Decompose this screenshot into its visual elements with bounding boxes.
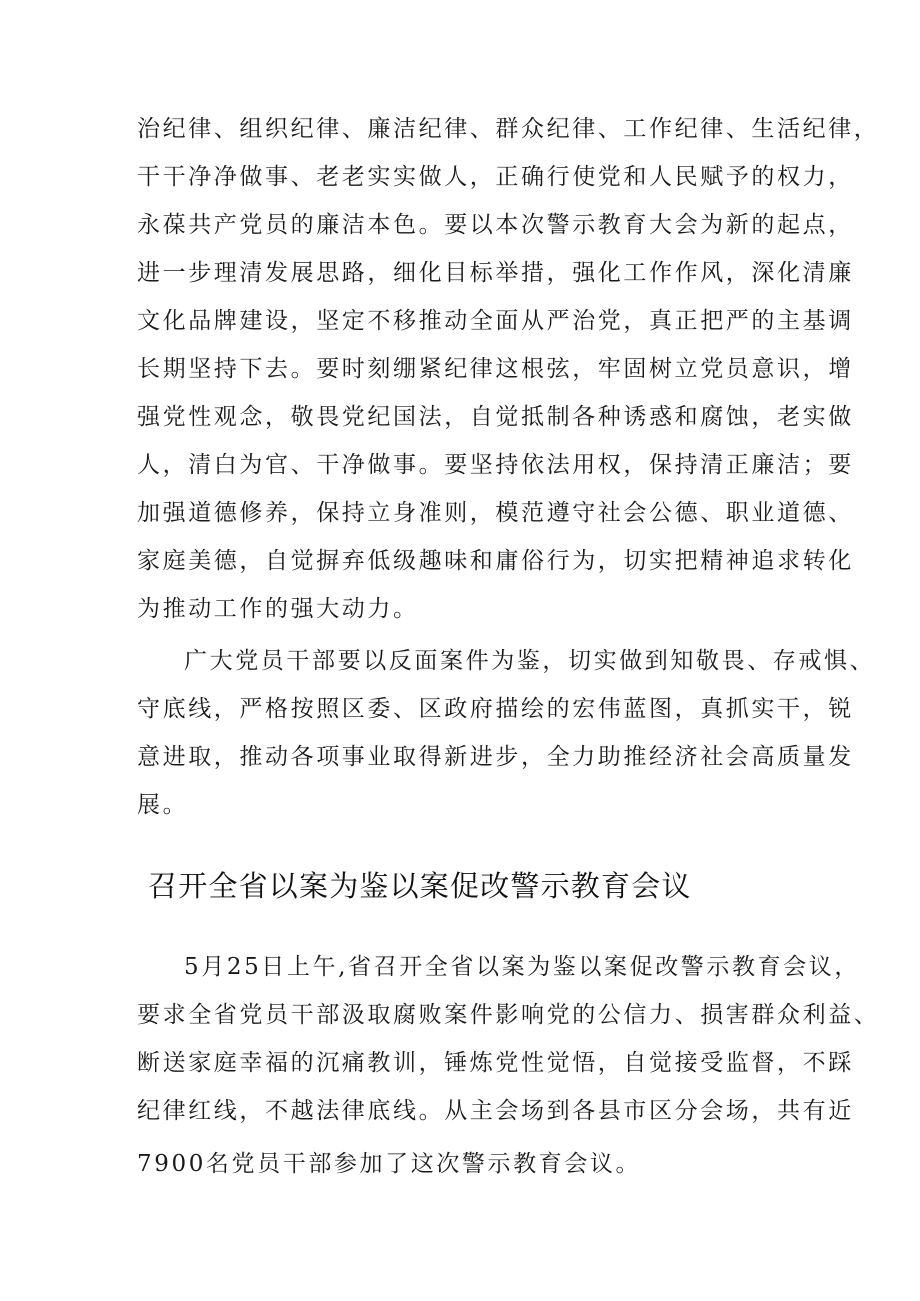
paragraph-line: 长期坚持下去。要时刻绷紧纪律这根弦，牢固树立党员意识，增 — [137, 356, 854, 382]
paragraph-line: 强党性观念，敬畏党纪国法，自觉抵制各种诱惑和腐蚀，老实做 — [137, 404, 854, 430]
paragraph-line: 断送家庭幸福的沉痛教训，锤炼党性觉悟，自觉接受监督，不踩 — [137, 1050, 854, 1076]
paragraph-line: 家庭美德，自觉摒弃低级趣味和庸俗行为，切实把精神追求转化 — [137, 548, 854, 574]
paragraph-line: 干干净净做事、老老实实做人，正确行使党和人民赋予的权力， — [137, 164, 854, 190]
paragraph-line: 治纪律、组织纪律、廉洁纪律、群众纪律、工作纪律、生活纪律， — [137, 116, 880, 142]
paragraph-line: 7900名党员干部参加了这次警示教育会议。 — [137, 1151, 642, 1177]
paragraph-line: 守底线，严格按照区委、区政府描绘的宏伟蓝图，真抓实干，锐 — [137, 696, 854, 722]
paragraph-line: 意进取，推动各项事业取得新进步，全力助推经济社会高质量发 — [137, 744, 854, 770]
paragraph-line: 文化品牌建设，坚定不移推动全面从严治党，真正把严的主基调 — [137, 308, 854, 334]
paragraph-line: 为推动工作的强大动力。 — [137, 596, 419, 622]
paragraph-line: 要求全省党员干部汲取腐败案件影响党的公信力、损害群众利益、 — [137, 1002, 880, 1028]
paragraph-line: 进一步理清发展思路，细化目标举措，强化工作作风，深化清廉 — [137, 260, 854, 286]
paragraph-line: 永葆共产党员的廉洁本色。要以本次警示教育大会为新的起点， — [137, 212, 854, 238]
paragraph-line: 5月25日上午,省召开全省以案为鉴以案促改警示教育会议， — [184, 954, 861, 980]
paragraph-line: 展。 — [137, 792, 189, 818]
paragraph-line: 加强道德修养，保持立身准则，模范遵守社会公德、职业道德、 — [137, 500, 854, 526]
section-heading: 召开全省以案为鉴以案促改警示教育会议 — [148, 869, 692, 903]
paragraph-line: 纪律红线，不越法律底线。从主会场到各县市区分会场，共有近 — [137, 1098, 854, 1124]
paragraph-line: 广大党员干部要以反面案件为鉴，切实做到知敬畏、存戒惧、 — [184, 648, 876, 674]
paragraph-line: 人，清白为官、干净做事。要坚持依法用权，保持清正廉洁；要 — [137, 452, 854, 478]
